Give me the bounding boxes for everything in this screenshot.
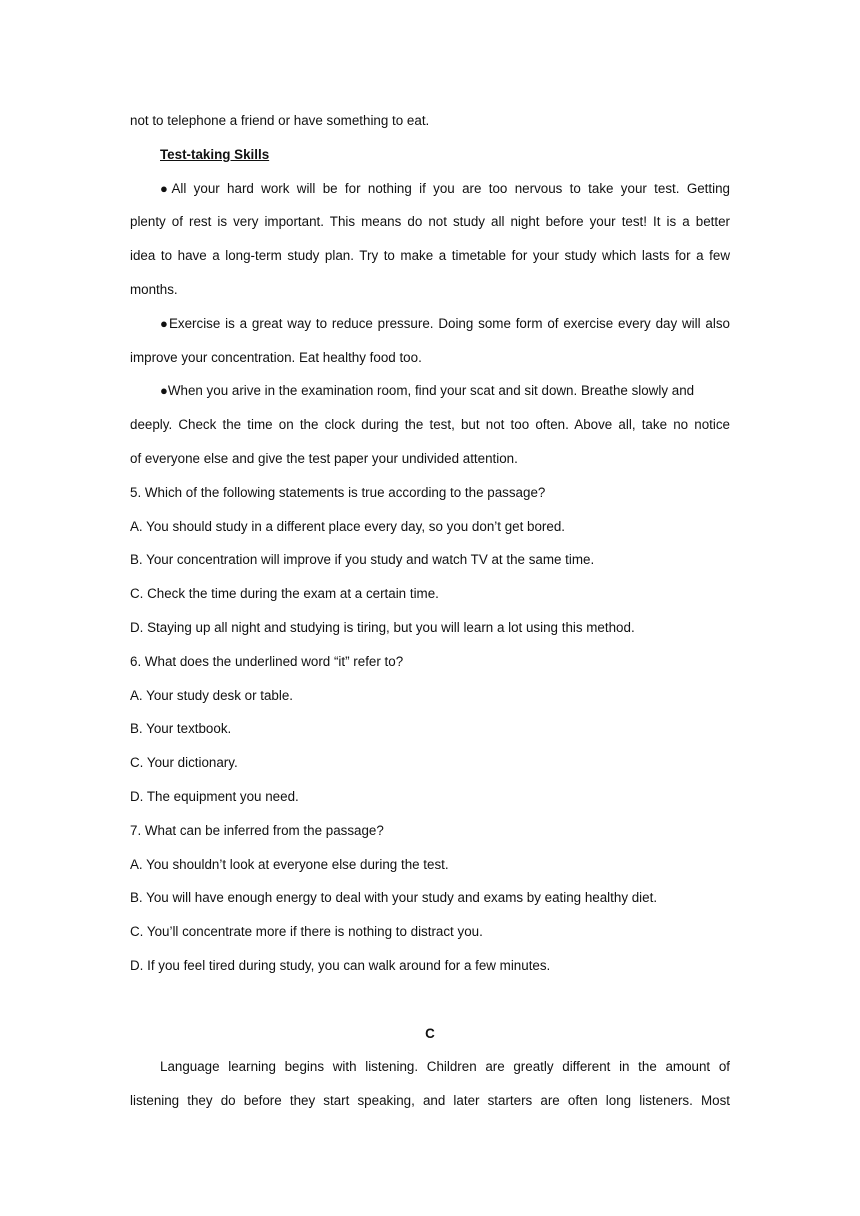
answer-option: C. You’ll concentrate more if there is nothing to distract you. [130, 924, 483, 940]
bullet-paragraph-2 [130, 307, 730, 375]
answer-option: B. Your concentration will improve if you study and watch TV at the same time. [130, 552, 595, 568]
answer-option: D. Staying up all night and studying is tiring, but you will learn a lot using this method. [130, 619, 635, 635]
paragraph-text: When you arive in the examination room, find your scat and sit down. Breathe slowly and [167, 383, 695, 399]
passage-title: C [425, 1025, 435, 1041]
paragraph-text: Exercise is a great way to reduce pressure. Doing some form of exercise every day will also [168, 315, 730, 331]
answer-option: A. You should study in a different place every day, so you don’t get bored. [130, 518, 565, 534]
paragraph-line: idea to have a long-term study plan. Try to make a timetable for your study which lasts for a few [130, 248, 730, 264]
question-5 [130, 476, 730, 645]
answer-option: A. Your study desk or table. [130, 687, 294, 703]
answer-option: B. You will have enough energy to deal with your study and exams by eating healthy diet. [130, 890, 658, 906]
paragraph-line: months. [130, 281, 178, 297]
bullet-paragraph-1 [130, 172, 730, 307]
paragraph-line: of everyone else and give the test paper your undivided attention. [130, 450, 518, 466]
answer-option: D. If you feel tired during study, you can walk around for a few minutes. [130, 957, 551, 973]
question-stem: 6. What does the underlined word “it” refer to? [130, 653, 404, 669]
answer-option: B. Your textbook. [130, 721, 232, 737]
answer-option: C. Check the time during the exam at a certain time. [130, 586, 439, 602]
bullet-icon: ● [160, 315, 169, 331]
paragraph-line: listening they do before they start speaking, and later starters are often long listeners. Most [130, 1093, 730, 1109]
bullet-icon: ● [160, 383, 168, 399]
question-stem: 7. What can be inferred from the passage? [130, 822, 384, 838]
answer-option: A. You shouldn’t look at everyone else during the test. [130, 856, 449, 872]
answer-option: D. The equipment you need. [130, 788, 299, 804]
paragraph-text: All your hard work will be for nothing if you are too nervous to take your test. Getting [171, 180, 730, 196]
paragraph-line [130, 374, 730, 408]
question-stem: 5. Which of the following statements is true according to the passage? [130, 484, 546, 500]
answer-option: C. Your dictionary. [130, 755, 238, 771]
passage-continuation: not to telephone a friend or have something to eat. [130, 113, 430, 128]
paragraph-line [130, 307, 730, 341]
paragraph-line: Language learning begins with listening. Children are greatly different in the amount of [160, 1059, 730, 1075]
paragraph-line: deeply. Check the time on the clock during the test, but not too often. Above all, take no notice [130, 417, 730, 433]
section-heading: Test-taking Skills [160, 146, 270, 162]
document-page [130, 104, 730, 1118]
paragraph-line: improve your concentration. Eat healthy food too. [130, 349, 422, 365]
paragraph-line: plenty of rest is very important. This means do not study all night before your test! It is a better [130, 214, 730, 230]
question-7 [130, 814, 730, 983]
bullet-icon: ● [160, 180, 172, 196]
bullet-paragraph-3 [130, 374, 730, 475]
paragraph-line [130, 172, 730, 206]
passage-c-paragraph [130, 1050, 730, 1118]
question-6 [130, 645, 730, 814]
